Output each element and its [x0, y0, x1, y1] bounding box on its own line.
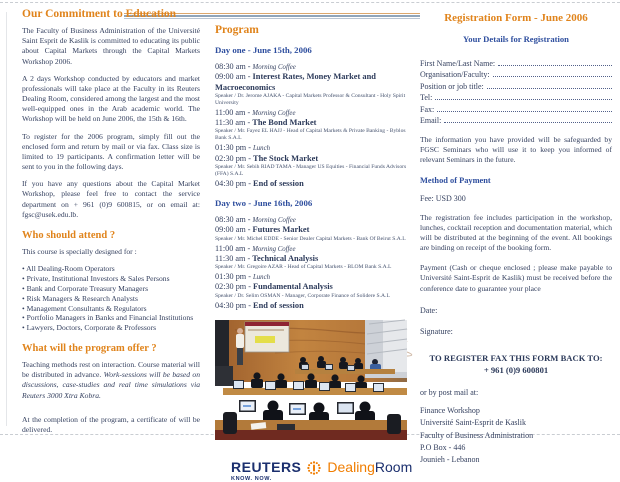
speaker-credit: Speaker / Mr. Michel EDDE - Senior Dealer Capital Markets - Bank Of Beirut S.A.L [215, 235, 406, 242]
schedule-line [215, 282, 407, 292]
body-paragraph: If you have any questions about the Capital Market Workshop, please feel free to contact the service department on + 961 (0)9 600815, or on email at: fgsc@usek.edu.lb. [22, 179, 200, 219]
schedule-separator: - [245, 253, 253, 263]
commitment-title: Our Commitment to Education [22, 8, 177, 20]
form-field-fill-line [487, 88, 612, 89]
schedule-session-title: Fundamental Analysis [253, 282, 333, 292]
schedule-time: 01:30 pm [215, 272, 247, 282]
schedule-session-title: The Stock Market [253, 153, 319, 163]
schedule-session-title: Morning Coffee [252, 245, 296, 253]
form-field-fill-line [444, 122, 612, 123]
schedule-time: 11:30 am [215, 253, 246, 263]
address-line: Université Saint-Esprit de Kaslik [420, 418, 526, 428]
speaker-credit: Speaker / Mr. Gregoire AZAR - Head of Capital Markets - BLOM Bank S.A.L [215, 264, 392, 271]
schedule-time: 04:30 pm [215, 178, 247, 188]
payment-terms-paragraph: Payment (Cash or cheque enclosed ; please make payable to Université Saint-Esprit de Kaslik) must be received before the conference date to guarantee your place [420, 263, 612, 293]
schedule-separator: - [245, 62, 253, 71]
form-field-fill-line [493, 76, 612, 77]
address-line: P.O Box - 446 [420, 442, 466, 452]
registration-form-title: Registration Form - June 2006 [444, 12, 588, 24]
schedule-line [215, 301, 407, 311]
schedule-time: 04:30 pm [215, 300, 247, 310]
schedule-line [215, 225, 407, 235]
registration-column [420, 8, 612, 467]
signature-label: Signature: [420, 326, 453, 336]
fax-number: + 961 (0)9 600801 [483, 364, 549, 375]
form-field-label: Fax: [420, 104, 435, 114]
fee-line: Fee: USD 300 [420, 193, 466, 203]
audience-bullet-item: • Risk Managers & Research Analysts [22, 294, 200, 304]
schedule-separator: - [246, 282, 253, 292]
schedule-time: 08:30 am [215, 215, 246, 224]
commitment-column [22, 8, 200, 442]
schedule-time: 02:30 pm [215, 282, 247, 292]
program-column [215, 24, 413, 482]
schedule-time: 08:30 am [215, 62, 246, 71]
schedule-separator: - [246, 153, 253, 163]
schedule-separator: - [245, 215, 253, 224]
privacy-note: The information you have provided will be safeguarded by FGSC Seminars who will use it to keep you informed of relevant Seminars in the future. [420, 135, 612, 165]
schedule-line [215, 244, 407, 254]
audience-bullet-item: • Management Consultants & Regulators [22, 304, 200, 314]
form-field-label: Position or job title: [420, 81, 484, 91]
schedule-session-title: Morning Coffee [252, 217, 296, 224]
program-offer-title: What will the program offer ? [22, 343, 157, 355]
schedule-session-title: End of session [253, 300, 304, 310]
date-label: Date: [420, 305, 438, 315]
program-day-block [215, 198, 407, 311]
schedule-separator: - [246, 178, 253, 188]
form-field-fill-line [435, 99, 612, 100]
scan-fold-line-top [0, 2, 620, 3]
schedule-line [215, 154, 407, 164]
schedule-session-title: Morning Coffee [252, 64, 296, 71]
schedule-session-title: End of session [253, 178, 304, 188]
schedule-separator: - [246, 272, 253, 282]
program-day-label: Day two - June 16th, 2006 [215, 198, 313, 208]
schedule-line [215, 62, 407, 72]
schedule-line [215, 272, 407, 282]
form-field-row [420, 79, 612, 91]
schedule-time: 09:00 am [215, 72, 246, 82]
form-field-row [420, 114, 612, 126]
speaker-credit: Speaker / Dr. Jerome AJAKA - Capital Markets Professor & Consultant - Holy Spirit University [215, 92, 406, 106]
schedule-separator: - [245, 225, 253, 235]
schedule-line [215, 72, 407, 93]
schedule-session-title: Technical Analysis [252, 253, 319, 263]
form-field-label: Organisation/Faculty: [420, 70, 490, 79]
post-mail-label: or by post mail at: [420, 387, 479, 397]
body-paragraph: A 2 days Workshop conducted by educators and market professionals will take place at the Faculty in its Reuters Dealing Room, considered among the largest and the most well-equipped ones in the Arab academic world. The Workshop will be held on June 2006, the 15th & 16th. [22, 73, 200, 124]
schedule-session-title: Morning Coffee [252, 109, 296, 117]
audience-bullet-item: • Portfolio Managers in Banks and Financial Institutions [22, 313, 200, 323]
schedule-time: 11:00 am [215, 107, 246, 117]
schedule-session-title: Lunch [253, 274, 270, 282]
form-field-fill-line [498, 65, 612, 66]
schedule-time: 09:00 am [215, 225, 246, 235]
work-sessions-italic-text: Work-sessions will be based on discussions, case-studies and real time simulations via Reuters 3000 Xtra Kobra. [22, 370, 200, 400]
fax-heading: TO REGISTER FAX THIS FORM BACK TO: [429, 352, 603, 363]
schedule-session-title: Lunch [253, 145, 270, 153]
form-field-row [420, 91, 612, 103]
speaker-credit: Speaker / Mr. Sebih RIAD TAMA - Manager US Equities - Financial Funds Advisors (FFA) S.A.L [215, 163, 407, 177]
schedule-line [215, 108, 407, 118]
form-field-label: Tel: [420, 93, 433, 102]
schedule-session-title: The Bond Market [252, 118, 317, 128]
schedule-line [215, 254, 407, 264]
reuters-dealingroom-logo [215, 458, 413, 482]
program-days [215, 45, 407, 311]
program-title: Program [215, 24, 259, 36]
who-should-attend-title: Who should attend ? [22, 229, 116, 241]
schedule-line [215, 143, 407, 153]
address-line: Faculty of Business Administration [420, 430, 534, 440]
reuters-dotted-sphere-icon [306, 460, 322, 481]
schedule-line [215, 179, 407, 189]
speaker-credit: Speaker / Dr. Selim OSMAN - Manager, Corporate Finance of Solidere S.A.L [215, 292, 390, 299]
schedule-time: 01:30 pm [215, 143, 247, 153]
form-field-row [420, 102, 612, 114]
who-intro: This course is specially designed for : [22, 246, 137, 256]
program-day-block [215, 45, 407, 189]
method-of-payment-title: Method of Payment [420, 175, 491, 185]
form-field-fill-line [437, 111, 612, 112]
schedule-line [215, 215, 407, 225]
postal-address [420, 405, 612, 467]
address-line: Jounieh - Lebanon [420, 455, 480, 465]
schedule-time: 02:30 pm [215, 153, 247, 163]
schedule-separator: - [245, 72, 253, 82]
audience-bullet-item: • Bank and Corporate Treasury Managers [22, 284, 200, 294]
schedule-session-title: Interest Rates, Money Market and Macroeconomics [215, 72, 376, 92]
schedule-separator: - [245, 118, 253, 128]
schedule-session-title: Futures Market [252, 225, 310, 235]
fee-details-paragraph: The registration fee includes participation in the workshop, lunches, cocktail reception and documentation material, which will be distributed at the beginning of the event. All bookings are binding on receipt of the booking form. [420, 212, 612, 253]
body-paragraph: To register for the 2006 program, simply fill out the enclosed form and return by mail or via fax. Class size is limited to 19 participants. A confirmation letter will be sent to you in the following days. [22, 131, 200, 172]
speaker-credit: Speaker / Mr. Fayez EL HAJJ - Head of Capital Markets & Private Banking - Byblos Bank S.A.L [215, 128, 406, 142]
commitment-paragraphs [22, 26, 200, 220]
schedule-separator: - [246, 300, 253, 310]
audience-bullet-item: • Private, Institutional Investors & Sales Persons [22, 274, 200, 284]
registration-fields [420, 56, 612, 125]
registration-form-subtitle: Your Details for Registration [463, 34, 569, 44]
audience-bullet-list [22, 264, 200, 333]
classroom-photo [215, 320, 407, 440]
audience-bullet-item: • All Dealing-Room Operators [22, 264, 200, 274]
reuters-tagline: KNOW. NOW. [231, 475, 272, 482]
schedule-time: 11:30 am [215, 118, 246, 128]
body-paragraph: The Faculty of Business Administration of the Université Saint Esprit de Kaslik is committed to educating its public about Capital Markets through the Capital Markets Workshop 2006. [22, 26, 200, 66]
form-field-label: Email: [420, 116, 442, 125]
room-text: Room [374, 458, 413, 475]
teaching-methods-paragraph [22, 360, 200, 401]
reuters-wordmark: REUTERS [231, 458, 302, 475]
schedule-line [215, 118, 407, 128]
certificate-paragraph: At the completion of the program, a certificate of will be delivered. [22, 414, 200, 434]
form-field-row [420, 56, 612, 68]
schedule-separator: - [245, 243, 253, 253]
address-line: Finance Workshop [420, 405, 480, 415]
dealingroom-wordmark [327, 460, 412, 474]
fax-instruction [420, 352, 612, 376]
schedule-time: 11:00 am [215, 243, 246, 253]
form-field-label: First Name/Last Name: [420, 58, 496, 68]
form-field-row [420, 68, 612, 80]
audience-bullet-item: • Lawyers, Doctors, Corporate & Professors [22, 323, 200, 333]
scan-edge-left [6, 12, 7, 426]
program-day-label: Day one - June 15th, 2006 [215, 45, 312, 55]
schedule-separator: - [245, 107, 253, 117]
teaching-methods-text: Teaching methods rest on interaction. Course material will be distributed in advance. [22, 360, 200, 380]
dealing-text: Dealing [327, 458, 375, 475]
schedule-separator: - [246, 143, 253, 153]
